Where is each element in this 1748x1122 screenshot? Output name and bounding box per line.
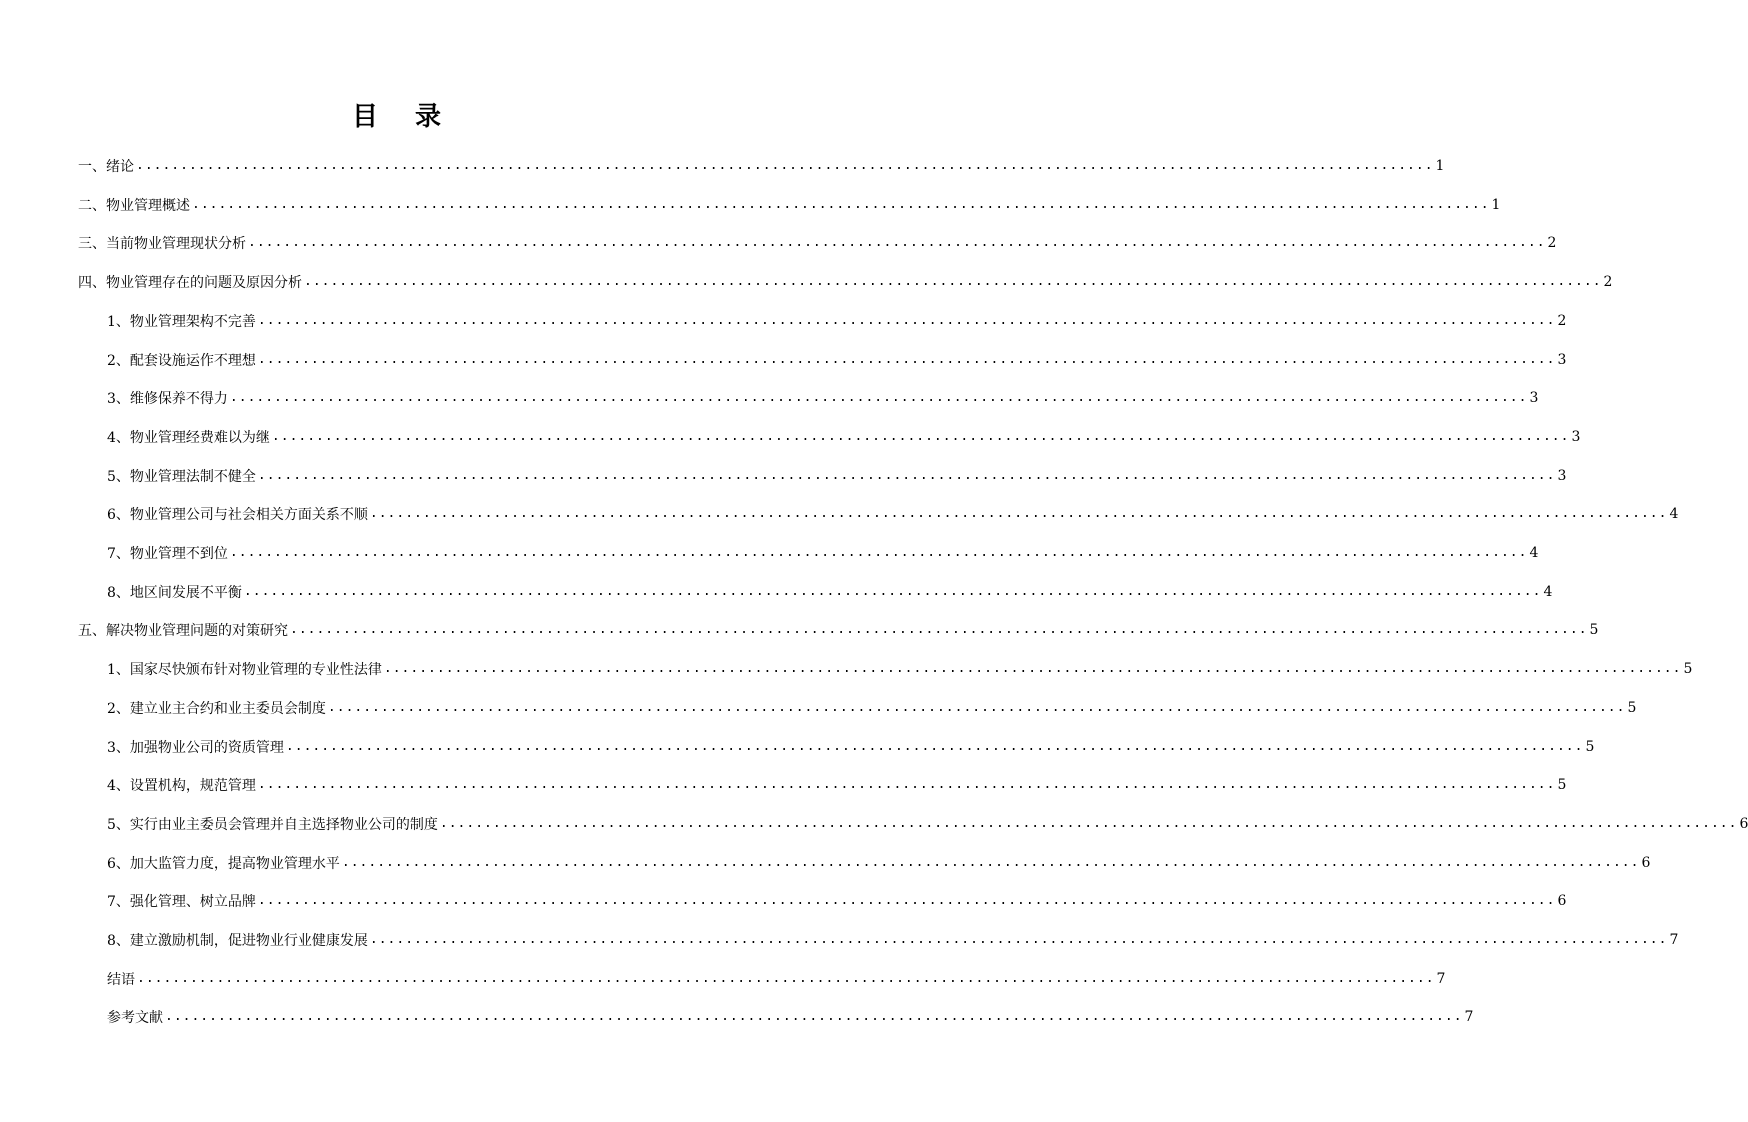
toc-dot-leader: ................................................................................................................................................... (257, 467, 1556, 483)
toc-entry-label: 一、绪论 (78, 159, 134, 175)
toc-entry[interactable] (78, 263, 1613, 301)
toc-entry[interactable] (107, 302, 1567, 340)
toc-page-number: 4 (1529, 545, 1539, 561)
toc-page-number: 1 (1435, 158, 1445, 174)
toc-entry-label: 3、加强物业公司的资质管理 (107, 739, 284, 756)
toc-entry-label: 1、国家尽快颁布针对物业管理的专业性法律 (107, 662, 382, 679)
toc-entry[interactable] (107, 728, 1595, 766)
toc-page-number: 3 (1557, 467, 1567, 484)
toc-dot-leader: ................................................................................................................................................... (290, 622, 1588, 638)
page-title: 目 录 (351, 102, 456, 132)
toc-dot-leader: ................................................................................................................................................... (271, 428, 1570, 444)
toc-entry[interactable] (107, 379, 1539, 417)
toc-page-number: 6 (1641, 854, 1651, 871)
toc-entry-label: 3、维修保养不得力 (107, 391, 228, 408)
toc-entry[interactable] (107, 495, 1679, 533)
toc-entry[interactable] (107, 882, 1567, 920)
toc-entry-label: 五、解决物业管理问题的对策研究 (78, 623, 288, 640)
toc-page-number: 7 (1669, 932, 1679, 948)
toc-page-number: 6 (1739, 815, 1748, 832)
toc-page-number: 5 (1589, 622, 1599, 639)
toc-entry[interactable] (107, 766, 1567, 804)
toc-dot-leader: ................................................................................................................................................... (229, 390, 1528, 406)
toc-page-number: 4 (1669, 506, 1679, 523)
toc-dot-leader: ................................................................................................................................................... (257, 351, 1556, 367)
toc-entry-label: 结语 (107, 971, 135, 988)
toc-entry-label: 5、物业管理法制不健全 (107, 468, 256, 485)
toc-dot-leader: ................................................................................................................................................... (304, 274, 1602, 290)
toc-dot-leader: ................................................................................................................................................... (285, 738, 1584, 754)
toc-entry[interactable] (107, 457, 1567, 495)
toc-dot-leader: ................................................................................................................................................... (383, 661, 1682, 677)
toc-dot-leader: ................................................................................................................................................... (257, 312, 1556, 328)
toc-entry-label: 三、当前物业管理现状分析 (78, 236, 246, 253)
toc-dot-leader: ................................................................................................................................................... (165, 1009, 1463, 1025)
toc-page-number: 6 (1557, 893, 1567, 910)
toc-entry-label: 2、建立业主合约和业主委员会制度 (107, 700, 326, 717)
toc-page-number: 2 (1557, 312, 1567, 329)
toc-entry[interactable] (107, 689, 1637, 727)
toc-page-number: 7 (1436, 970, 1446, 987)
toc-dot-leader: ................................................................................................................................................... (229, 545, 1528, 560)
toc-entry[interactable] (107, 844, 1651, 882)
toc-page-number: 3 (1529, 390, 1539, 407)
toc-entry-label: 5、实行由业主委员会管理并自主选择物业公司的制度 (107, 816, 438, 833)
toc-page-number: 5 (1585, 738, 1595, 755)
toc-page-number: 2 (1547, 235, 1557, 252)
toc-entry[interactable] (107, 805, 1748, 843)
toc-dot-leader: ................................................................................................................................................... (243, 583, 1542, 599)
toc-entry-label: 4、物业管理经费难以为继 (107, 429, 270, 446)
toc-dot-leader: ................................................................................................................................................... (136, 158, 1434, 173)
toc-page-number: 5 (1683, 661, 1693, 678)
toc-dot-leader: ................................................................................................................................................... (248, 235, 1546, 251)
toc-entry-label: 6、加大监管力度，提高物业管理水平 (107, 855, 340, 872)
toc-dot-leader: ................................................................................................................................................... (192, 196, 1490, 212)
toc-dot-leader: ................................................................................................................................................... (369, 506, 1668, 522)
toc-dot-leader: ................................................................................................................................................... (257, 893, 1556, 909)
toc-dot-leader: ................................................................................................................................................... (257, 777, 1556, 793)
toc-entry[interactable] (78, 611, 1599, 649)
toc-entry-label: 6、物业管理公司与社会相关方面关系不顺 (107, 507, 368, 524)
toc-entry[interactable] (78, 224, 1557, 262)
toc-entry[interactable] (78, 147, 1445, 185)
toc-page-number: 4 (1543, 583, 1553, 600)
toc-entry-label: 2、配套设施运作不理想 (107, 352, 256, 369)
toc-entry[interactable] (107, 921, 1679, 959)
toc-entry-label: 7、物业管理不到位 (107, 546, 228, 562)
toc-entry[interactable] (107, 573, 1553, 611)
toc-entry-label: 四、物业管理存在的问题及原因分析 (78, 275, 302, 292)
toc-dot-leader: ................................................................................................................................................... (137, 970, 1435, 986)
toc-dot-leader: ................................................................................................................................................... (341, 854, 1640, 870)
toc-entry[interactable] (107, 418, 1581, 456)
toc-page-number: 3 (1557, 351, 1567, 368)
toc-entry[interactable] (107, 998, 1474, 1036)
toc-page-number: 2 (1603, 274, 1613, 291)
toc-entry[interactable] (107, 534, 1539, 572)
toc-page-number: 1 (1491, 196, 1501, 213)
toc-dot-leader: ................................................................................................................................................... (369, 932, 1668, 947)
toc-entry-label: 8、地区间发展不平衡 (107, 584, 242, 601)
toc-entry-label: 8、建立激励机制，促进物业行业健康发展 (107, 933, 368, 949)
toc-entry[interactable] (107, 341, 1567, 379)
toc-entry-label: 4、设置机构，规范管理 (107, 778, 256, 795)
toc-page-number: 5 (1557, 777, 1567, 794)
toc-entry-label: 7、强化管理、树立品牌 (107, 894, 256, 911)
toc-page-number: 5 (1627, 699, 1637, 716)
toc-entry[interactable] (107, 650, 1693, 688)
toc-page-number: 3 (1571, 428, 1581, 445)
toc-entry[interactable] (78, 186, 1501, 224)
toc-entry-label: 参考文献 (107, 1010, 163, 1027)
toc-entry-label: 1、物业管理架构不完善 (107, 313, 256, 330)
toc-entry[interactable] (107, 960, 1446, 998)
toc-entry-label: 二、物业管理概述 (78, 197, 190, 214)
toc-dot-leader: ................................................................................................................................................... (327, 699, 1626, 715)
toc-page-number: 7 (1464, 1009, 1474, 1026)
toc-dot-leader: ................................................................................................................................................... (439, 815, 1738, 831)
